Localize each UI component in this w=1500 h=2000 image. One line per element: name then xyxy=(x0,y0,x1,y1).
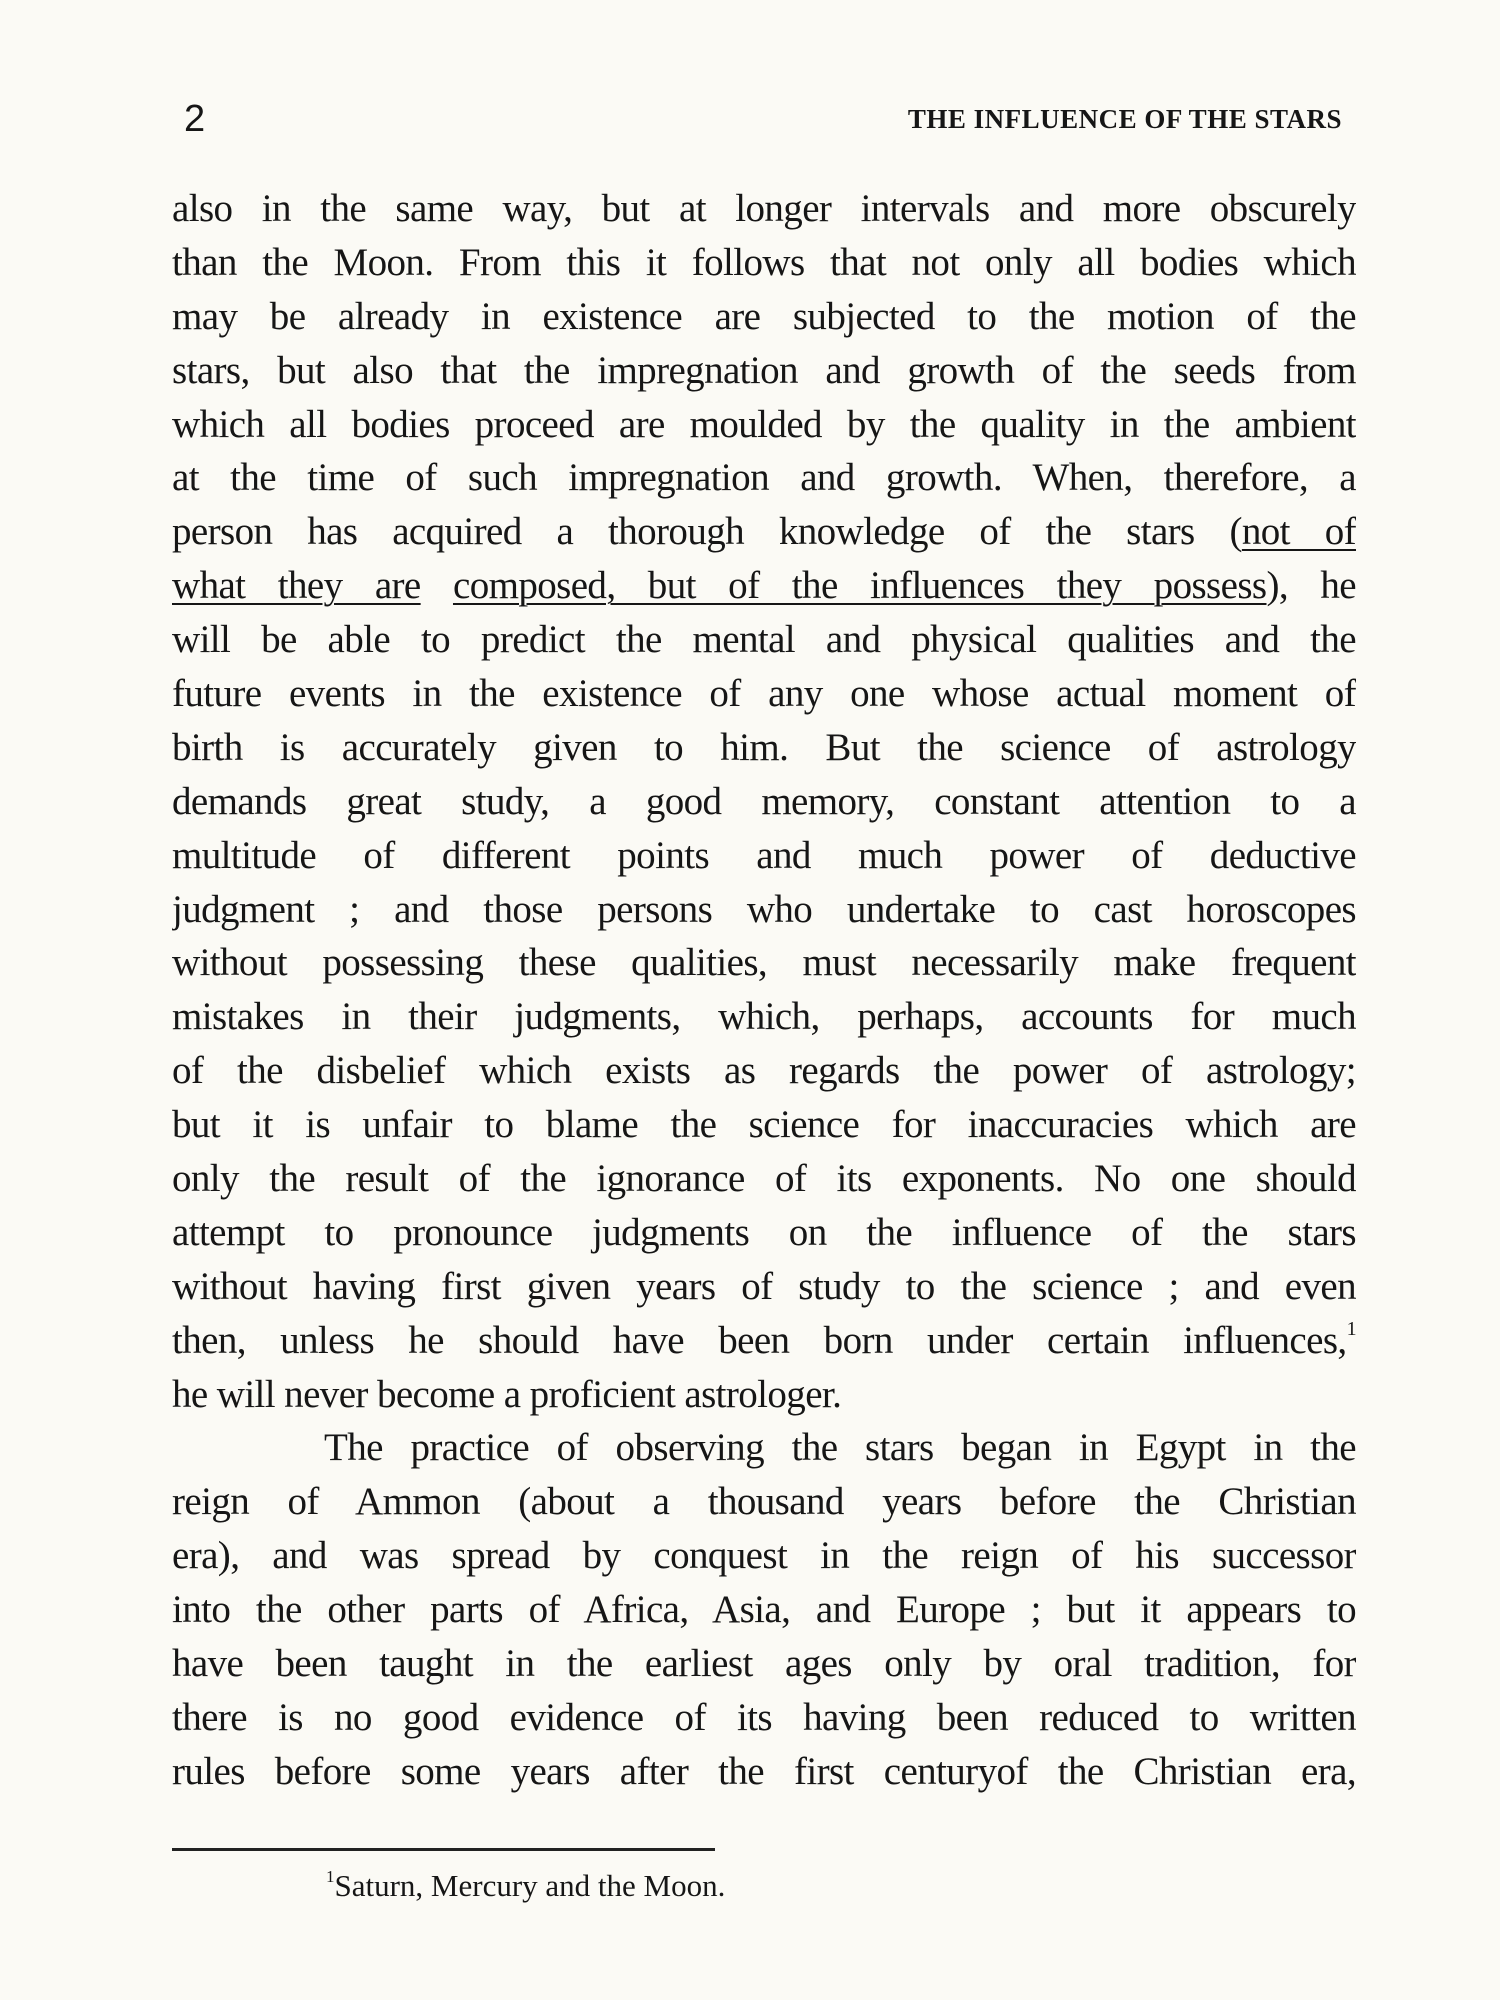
text-line xyxy=(172,667,1356,721)
text-line xyxy=(172,1529,1356,1583)
text-segment: will be able to predict the mental and physical qualities and the xyxy=(172,618,1356,662)
footnote-divider xyxy=(172,1848,715,1851)
text-segment: but it is unfair to blame the science for inaccuracies which are xyxy=(172,1103,1356,1147)
text-line xyxy=(172,236,1356,290)
text-line xyxy=(172,721,1356,775)
text-segment: ), he xyxy=(1266,564,1356,608)
text-segment: multitude of different points and much power of deductive xyxy=(172,833,1356,877)
footnote-text: Saturn, Mercury and the Moon. xyxy=(334,1868,726,1903)
text-segment: at the time of such impregnation and growth. When, therefore, a xyxy=(172,456,1356,500)
text-line xyxy=(172,505,1356,559)
text-segment xyxy=(421,564,453,607)
text-line xyxy=(172,1583,1356,1637)
page-number: 2 xyxy=(184,98,206,140)
text-segment: into the other parts of Africa, Asia, and Europe ; but it appears to xyxy=(172,1588,1356,1632)
text-line xyxy=(172,344,1356,398)
text-segment: future events in the existence of any one whose actual moment of xyxy=(172,672,1356,716)
text-line xyxy=(172,1044,1356,1098)
text-segment: without having first given years of study to the science ; and even xyxy=(172,1264,1356,1308)
text-segment: rules before some years after the first centuryof the Christian era, xyxy=(172,1749,1356,1793)
text-line xyxy=(172,1152,1356,1206)
text-line xyxy=(172,1475,1356,1529)
text-line xyxy=(172,1314,1356,1368)
text-line xyxy=(172,883,1356,937)
text-segment: also in the same way, but at longer intervals and more obscurely xyxy=(172,187,1356,230)
text-segment: there is no good evidence of its having been reduced to written xyxy=(172,1695,1356,1739)
text-line xyxy=(172,398,1356,452)
text-line xyxy=(172,1260,1356,1314)
text-segment: which all bodies proceed are moulded by the quality in the ambient xyxy=(172,402,1356,446)
text-segment: may be already in existence are subjected to the motion of the xyxy=(172,294,1356,338)
text-line xyxy=(172,613,1356,667)
text-line xyxy=(172,1421,1356,1475)
text-segment: attempt to pronounce judgments on the influence of the stars xyxy=(172,1210,1356,1254)
text-segment: birth is accurately given to him. But the science of astrology xyxy=(172,725,1356,769)
body-text xyxy=(172,182,1356,1799)
text-segment: only the result of the ignorance of its exponents. No one should xyxy=(172,1157,1356,1201)
footnote xyxy=(326,1868,725,1904)
text-segment: he will never become a proficient astrologer. xyxy=(172,1372,842,1416)
footnote-marker: 1 xyxy=(326,1867,335,1886)
text-line xyxy=(172,1368,1356,1422)
text-line xyxy=(172,1206,1356,1260)
text-line xyxy=(172,290,1356,344)
footnote-reference: 1 xyxy=(1346,1317,1356,1340)
text-segment: then, unless he should have been born under certain influences, xyxy=(172,1318,1347,1362)
text-segment: era), and was spread by conquest in the reign of his successor xyxy=(172,1534,1356,1578)
text-segment: demands great study, a good memory, constant attention to a xyxy=(172,779,1356,823)
text-segment: stars, but also that the impregnation and growth of the seeds from xyxy=(172,348,1356,392)
text-line xyxy=(172,1637,1356,1691)
text-line xyxy=(172,1745,1356,1799)
text-line xyxy=(172,451,1356,505)
underlined-text: not of xyxy=(1241,510,1356,554)
running-title: THE INFLUENCE OF THE STARS xyxy=(907,104,1342,134)
text-segment: reign of Ammon (about a thousand years before the Christian xyxy=(172,1480,1356,1524)
text-line xyxy=(172,559,1356,613)
text-line xyxy=(172,829,1356,883)
text-line xyxy=(172,990,1356,1044)
text-line xyxy=(172,775,1356,829)
text-segment: without possessing these qualities, must necessarily make frequent xyxy=(172,941,1356,985)
text-line xyxy=(172,1098,1356,1152)
text-segment: of the disbelief which exists as regards the power of astrology; xyxy=(172,1049,1356,1093)
text-line xyxy=(172,936,1356,990)
text-segment: The practice of observing the stars began in Egypt in the xyxy=(324,1426,1356,1470)
text-segment: have been taught in the earliest ages only by oral tradition, for xyxy=(172,1642,1356,1686)
text-line xyxy=(172,1691,1356,1745)
text-line xyxy=(172,182,1356,236)
text-segment: judgment ; and those persons who undertake to cast horoscopes xyxy=(172,887,1356,931)
text-segment: than the Moon. From this it follows that not only all bodies which xyxy=(172,240,1356,284)
text-segment: mistakes in their judgments, which, perhaps, accounts for much xyxy=(172,995,1356,1039)
underlined-text: composed, but of the influences they possess xyxy=(452,564,1267,608)
text-segment: person has acquired a thorough knowledge of the stars ( xyxy=(172,510,1242,554)
underlined-text: what they are xyxy=(172,564,421,608)
